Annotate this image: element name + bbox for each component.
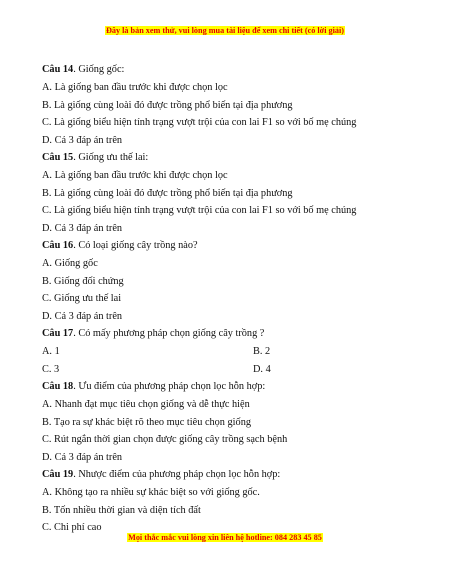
option-14b: B. Là giống cùng loài đó được trồng phổ biến tại địa phương [42,100,293,111]
footer-notice: Mọi thắc mắc vui lòng xin liên hệ hotline: 084 283 45 85 [128,533,322,542]
question-18: Câu 18. Ưu điểm của phương pháp chọn lọc hỗn hợp: [42,381,266,392]
option-15d: D. Cả 3 đáp án trên [42,223,123,234]
question-14: Câu 14. Giống gốc: [42,64,125,75]
option-18b: B. Tạo ra sự khác biệt rõ theo mục tiêu chọn giống [42,417,251,428]
option-14a: A. Là giống ban đầu trước khi được chọn lọc [42,82,228,93]
option-16b: B. Giống đối chứng [42,276,124,287]
option-19b: B. Tốn nhiều thời gian và diện tích đất [42,505,201,516]
option-15a: A. Là giống ban đầu trước khi được chọn lọc [42,170,228,181]
question-19: Câu 19. Nhược điểm của phương pháp chọn lọc hỗn hợp: [42,469,281,480]
option-14d: D. Cả 3 đáp án trên [42,135,123,146]
option-18d: D. Cả 3 đáp án trên [42,452,123,463]
option-16d: D. Cả 3 đáp án trên [42,311,123,322]
option-17b: B. 2 [253,346,271,357]
question-17: Câu 17. Có mấy phương pháp chọn giống cây trồng ? [42,328,265,339]
option-15b: B. Là giống cùng loài đó được trồng phổ biến tại địa phương [42,188,293,199]
option-17a: A. 1 [42,346,60,357]
option-19a: A. Không tạo ra nhiều sự khác biệt so với giống gốc. [42,487,260,498]
question-16: Câu 16. Có loại giống cây trồng nào? [42,240,198,251]
option-18c: C. Rút ngắn thời gian chọn được giống cây trồng sạch bệnh [42,434,288,445]
option-15c: C. Là giống biểu hiện tính trạng vượt trội của con lai F1 so với bố mẹ chúng [42,205,357,216]
option-17c: C. 3 [42,364,60,375]
option-16c: C. Giống ưu thế lai [42,293,122,304]
option-14c: C. Là giống biểu hiện tính trạng vượt trội của con lai F1 so với bố mẹ chúng [42,117,357,128]
option-17d: D. 4 [253,364,271,375]
header-notice: Đây là bản xem thử, vui lòng mua tài liệu để xem chi tiết (có lời giải) [105,26,344,35]
option-16a: A. Giống gốc [42,258,98,269]
option-19c: C. Chi phí cao [42,522,102,533]
question-15: Câu 15. Giống ưu thế lai: [42,152,149,163]
option-18a: A. Nhanh đạt mục tiêu chọn giống và dễ thực hiện [42,399,250,410]
